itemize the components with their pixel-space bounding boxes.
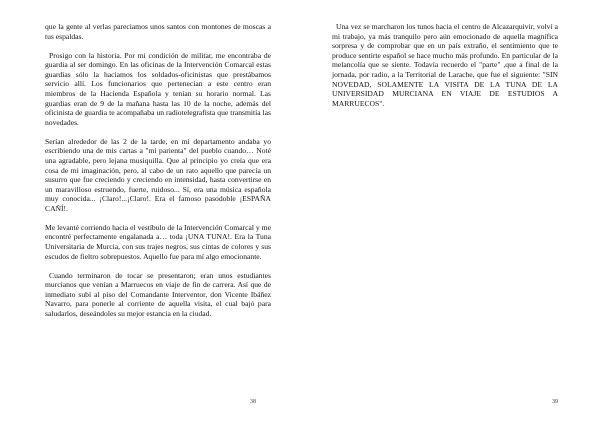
paragraph: que la gente al verlas pareciamos unos santos con montones de moscas a tus espaldas. [45, 22, 271, 41]
paragraph: Cuando terminaron de tocar se presentaron; eran unos estudiantes murcianos que venían a Marruecos en viaje de fin de carrera. Así que de inmediato subí al piso del Comandante Interventor, don Vicente Ibáñez Navarro, para ponerle al corriente de aquella visita, el cual bajó para saludarlos, deseándoles su mejor estancia en la ciudad. [45, 270, 271, 318]
right-page-text [332, 22, 558, 118]
page-number: 38 [250, 399, 256, 405]
paragraph: Prosigo con la historia. Por mi condición de militar, me encontraba de guardia al ser domingo. En las oficinas de la Intervención Comarcal estas guardias sólo la haciamos los soldados-oficinistas que prestábamos servicio allí. Los funcionarios que pertenecían a este centro eran miembros de la Hacienda Española y tenían su horario normal. Las guardias eran de 9 de la mañana hasta las 10 de la noche, además del oficinista de guardia te acompañaba un radiotelegrafista que transmitía las novedades. [45, 50, 271, 127]
paragraph: Serían alrededor de las 2 de la tarde, en mi departamento andaba yo escribiendo una de mis cartas a "mi parienta" del pueblo cuando… Noté una agradable, pero lejana musiquilla. Que al principio yo creía que era cosa de mi imaginación, pero, al cabo de un rato aquello que parecía un susurro que fue creciendo y creciendo en intensidad, hasta convertirse en un maravilloso estruendo, fuerte, ruidoso... Sí, era una música española muy conocida... ¡Claro!...¡Claro!. Era el famoso pasodoble ¡ESPAÑA CAÑÍ!. [45, 136, 271, 213]
right-page [300, 0, 600, 424]
paragraph: Una vez se marcharon los tunos hacia el centro de Alcazarquivir, volví a mi trabajo, ya más tranquilo pero aún emocionado de aquella magnífica sorpresa y de comprobar que en un país extraño, el sentimiento que te produce sentirte español se hace mucho más profundo. En particular de la melancolía que se siente. Todavía recuerdo el "parte" ,que a final de la jornada, por radio, a la Territorial de Larache, que fue el siguiente: "SIN NOVEDAD, SOLAMENTE LA VISITA DE LA TUNA DE LA UNIVERSIDAD MURCIANA EN VIAJE DE ESTUDIOS A MARRUECOS". [332, 22, 558, 108]
left-page-text [45, 22, 271, 328]
paragraph: Me levanté corriendo hacia el vestíbulo de la Intervención Comarcal y me encontré perfectamente engalanada a… toda ¡UNA TUNA!. Era la Tuna Universitaria de Murcia, con sus trajes negros, sus cintas de colores y sus escudos de fieltro sobrepuestos. Aquello fue para mí algo emocionante. [45, 222, 271, 261]
page-number: 39 [552, 399, 558, 405]
